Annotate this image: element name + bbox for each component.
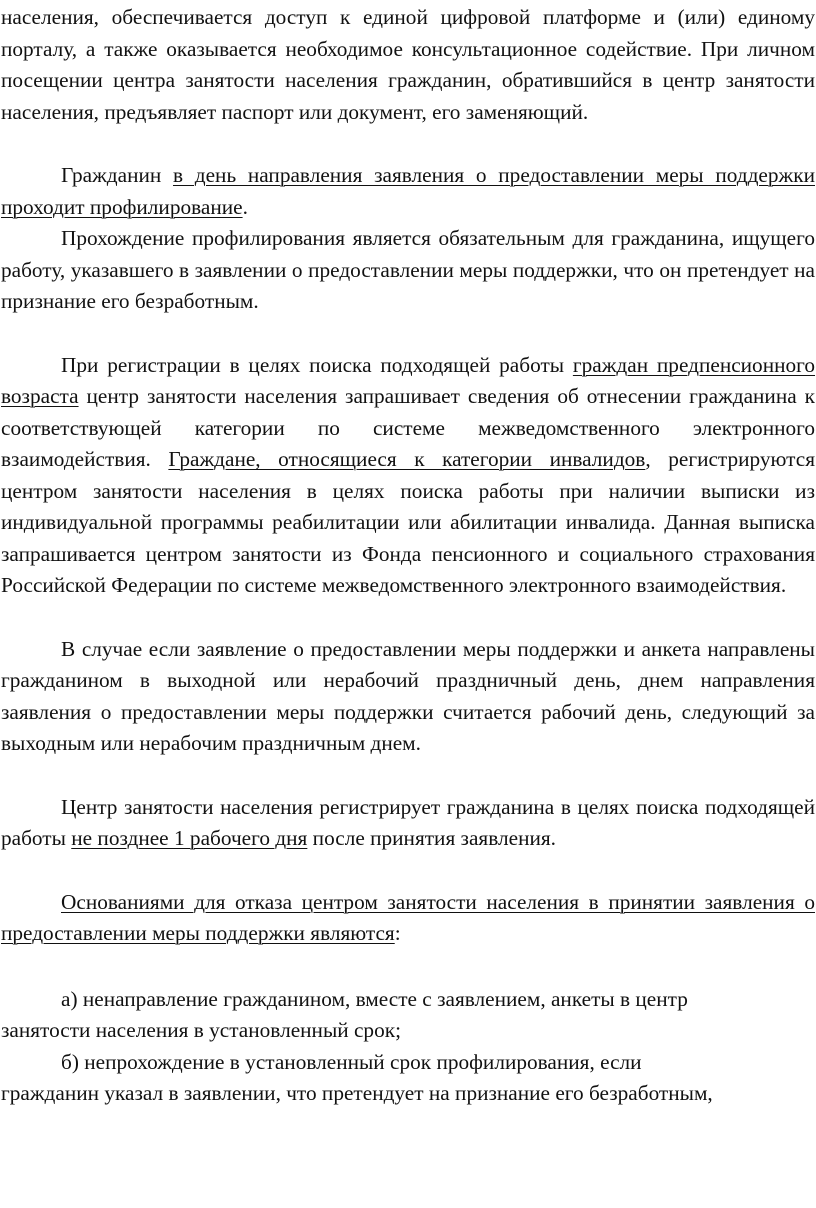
- paragraph-registration-deadline: [1, 792, 815, 855]
- paragraph-weekend-submission: В случае если заявление о предоставлении меры поддержки и анкета направлены гражданином в выходной или нерабочий праздничный день, днем направления заявления о предоставлении меры поддержки считается рабочий день, следующий за выходным или нерабочим праздничным днем.: [1, 636, 815, 755]
- profiling-day-lead: Гражданин: [61, 163, 173, 187]
- deadline-end: после принятия заявления.: [307, 826, 556, 850]
- paragraph-profiling-mandatory: Прохождение профилирования является обязательным для гражданина, ищущего работу, указавшего в заявлении о предоставлении меры поддержки, что он претендует на признание его безработным.: [1, 226, 815, 313]
- list-item-line: а) ненаправление гражданином, вместе с заявлением, анкеты в центр: [61, 986, 688, 1011]
- registration-middle: центр занятости населения запрашивает сведения об отнесении гражданина к соответствующей категории по системе межведомственного электронного взаимодействия.: [1, 384, 815, 471]
- list-item: [1, 1047, 815, 1110]
- paragraph-profiling-day: [1, 160, 815, 223]
- paragraph-access-portal: населения, обеспечивается доступ к единой цифровой платформе и (или) единому порталу, а также оказывается необходимое консультационное содействие. При личном посещении центра занятости населения гражданин, обратившийся в центр занятости населения, предъявляет паспорт или документ, его заменяющий.: [1, 5, 815, 124]
- paragraph-refusal-grounds: [1, 887, 815, 950]
- disabled-citizens-underlined: Граждане, относящиеся к категории инвалидов: [168, 447, 646, 471]
- refusal-grounds-colon: :: [394, 921, 401, 945]
- refusal-grounds-list: [1, 984, 815, 1110]
- deadline-lead: Центр занятости населения регистрирует гражданина в целях поиска подходящей работы: [1, 794, 815, 850]
- registration-end: , регистрируются центром занятости населения в целях поиска работы при наличии выписки из индивидуальной программы реабилитации или абилитации инвалида. Данная выписка запрашивается центром занятости из Фонда пенсионного и социального страхования Российской Федерации по системе межведомственного электронного взаимодействия.: [1, 447, 815, 597]
- deadline-underlined: не позднее 1 рабочего дня: [71, 826, 308, 850]
- list-item-line: б) непрохождение в установленный срок профилирования, если: [61, 1049, 642, 1074]
- list-item-line: гражданин указал в заявлении, что претендует на признание его безработным,: [1, 1081, 713, 1105]
- profiling-day-end: .: [242, 194, 248, 219]
- list-item-line: занятости населения в установленный срок;: [1, 1018, 401, 1042]
- profiling-day-underlined: в день направления заявления о предоставлении меры поддержки проходит профилирование: [1, 163, 815, 219]
- list-item: [1, 984, 815, 1047]
- registration-lead: При регистрации в целях поиска подходящей работы: [61, 352, 573, 377]
- paragraph-registration-categories: [1, 350, 815, 602]
- refusal-grounds-underlined: Основаниями для отказа центром занятости населения в принятии заявления о предоставлении меры поддержки являются: [1, 889, 815, 945]
- pre-pension-citizens-underlined: граждан предпенсионного возраста: [1, 352, 816, 408]
